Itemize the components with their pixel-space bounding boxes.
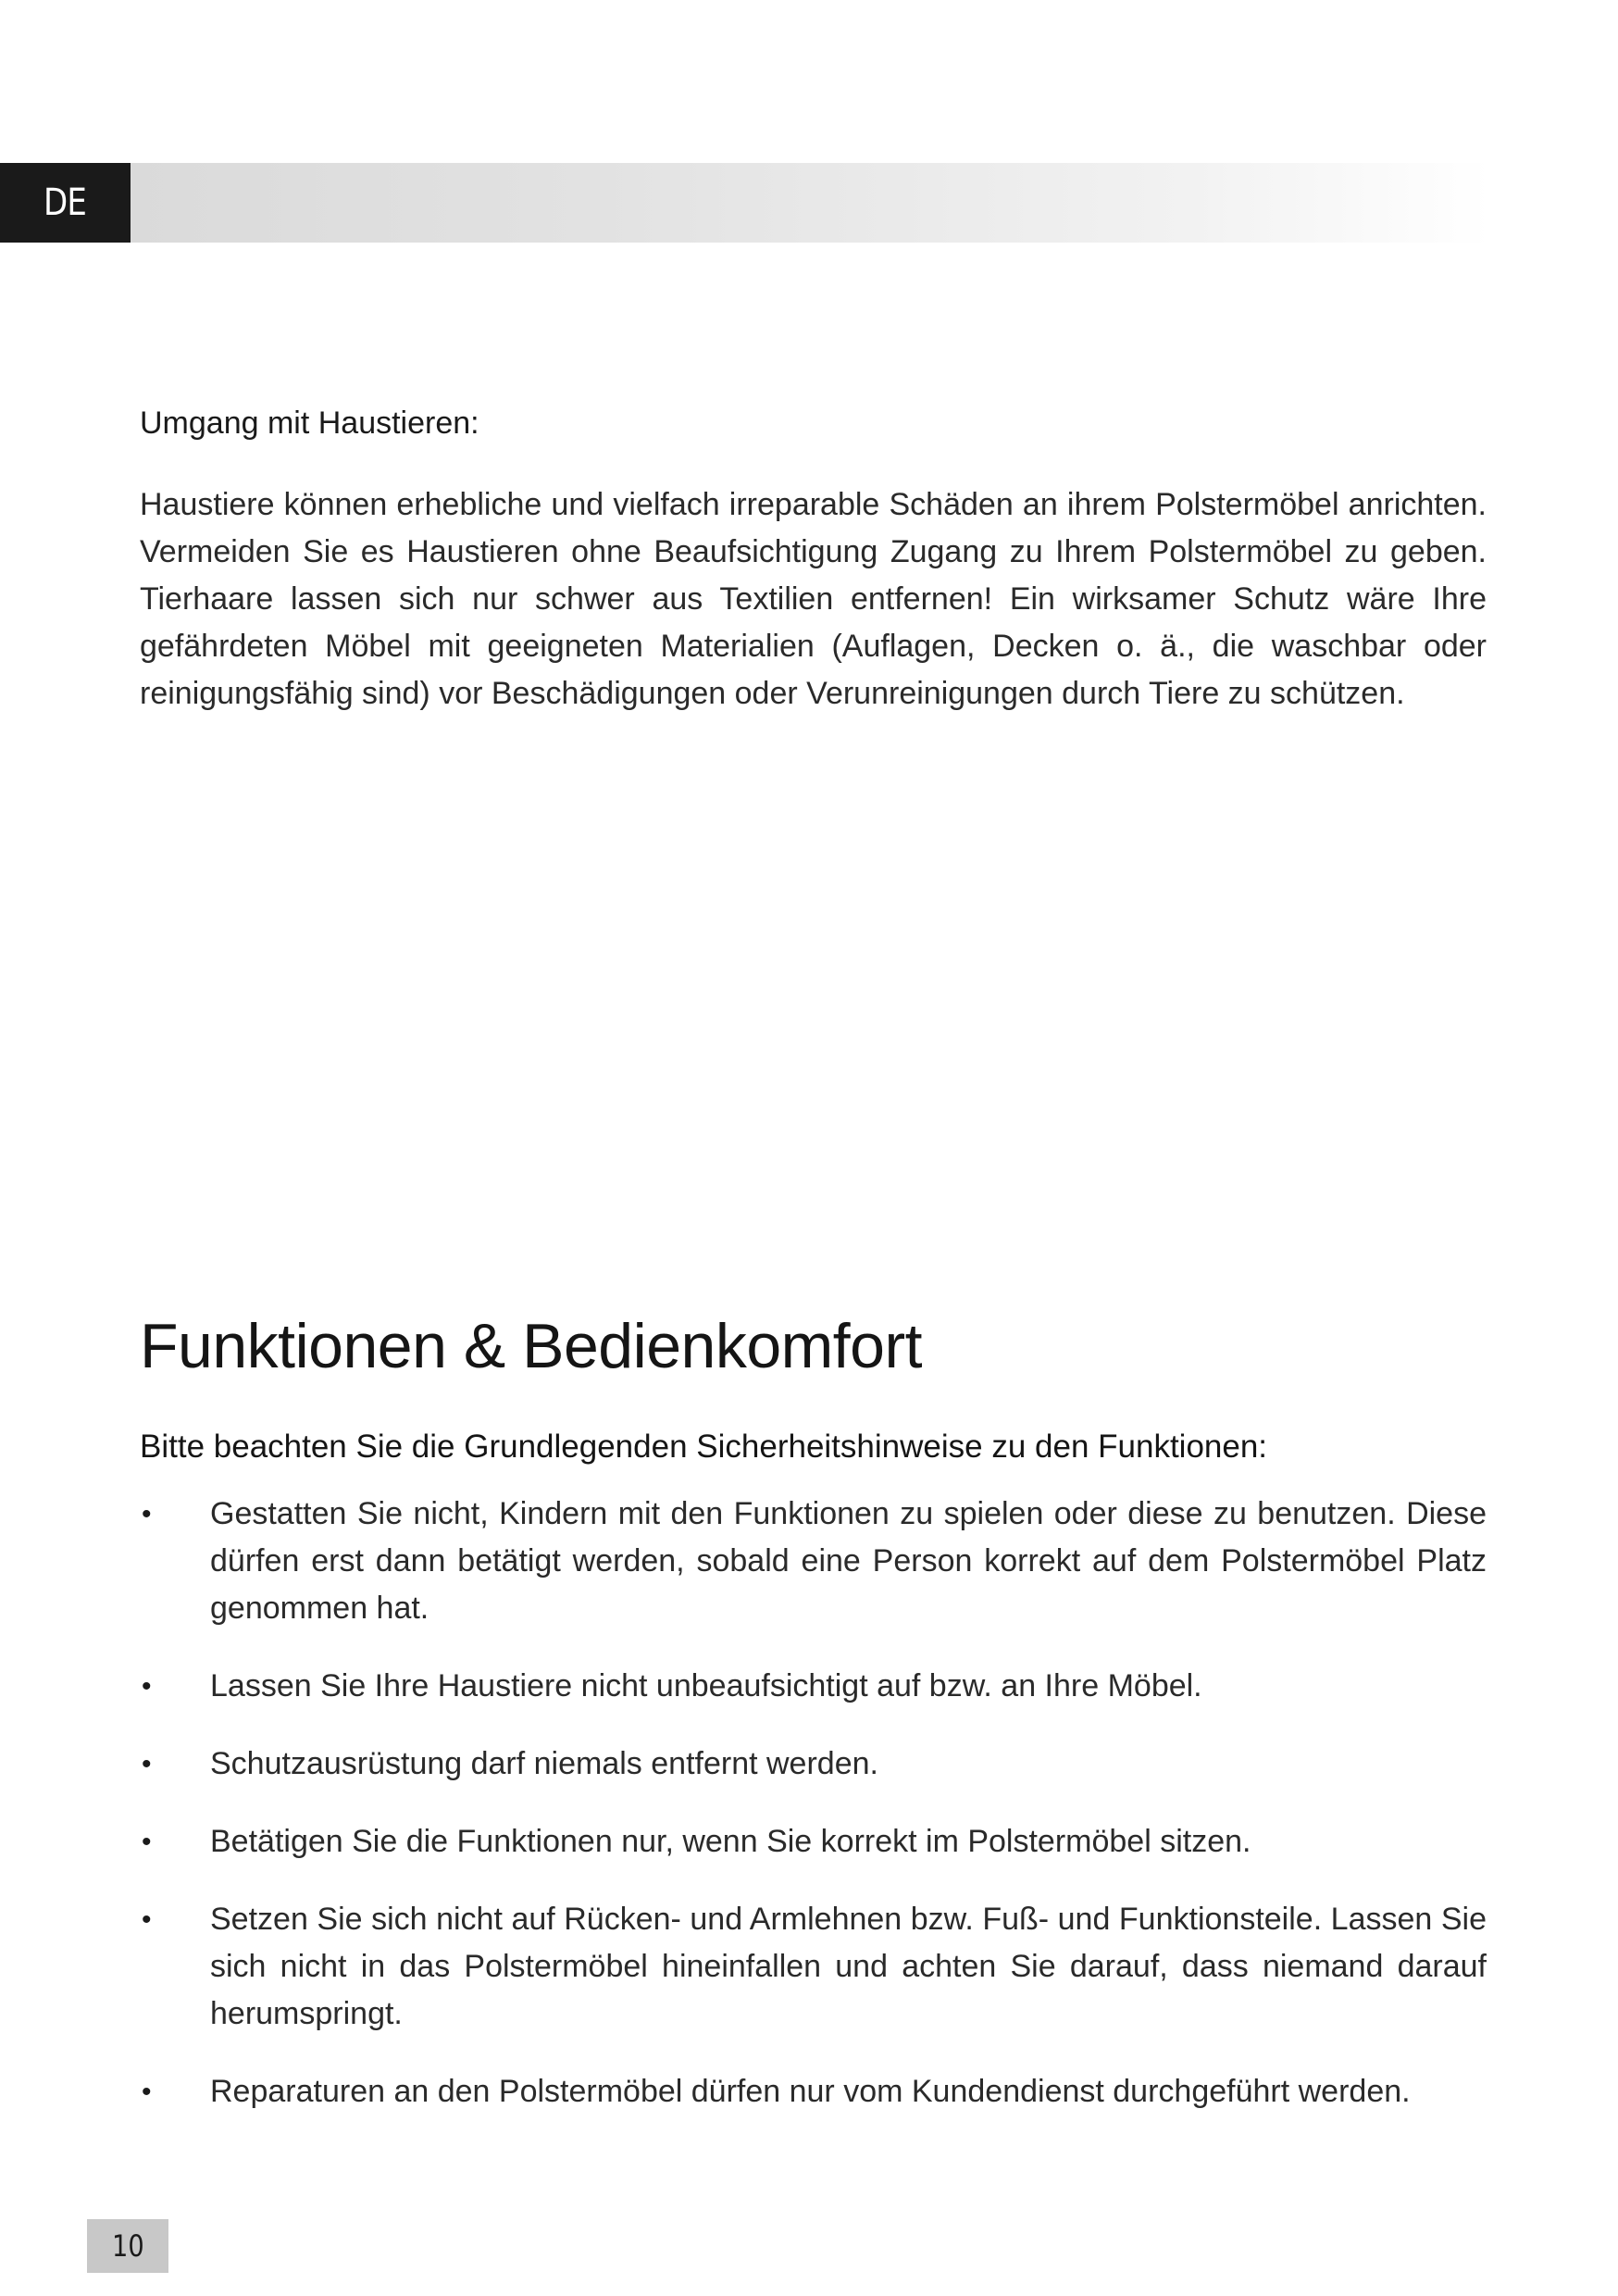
list-item	[140, 1663, 1487, 1710]
section-intro: Bitte beachten Sie die Grundlegenden Sicherheitshinweise zu den Funktionen:	[140, 1429, 1268, 1465]
list-item-text: Setzen Sie sich nicht auf Rücken- und Armlehnen bzw. Fuß- und Funktionsteile. Lassen Sie sich nicht in das Polstermöbel hineinfallen und achten Sie darauf, dass niemand darauf herumspringt.	[210, 1902, 1487, 2031]
list-item-text: Betätigen Sie die Funktionen nur, wenn Sie korrekt im Polstermöbel sitzen.	[210, 1824, 1251, 1859]
list-item	[140, 1741, 1487, 1788]
list-item-text: Lassen Sie Ihre Haustiere nicht unbeaufsichtigt auf bzw. an Ihre Möbel.	[210, 1668, 1202, 1703]
section-title: Funktionen & Bedienkomfort	[140, 1311, 923, 1381]
pets-heading: Umgang mit Haustieren:	[140, 406, 479, 441]
header-band	[0, 163, 1490, 243]
list-item-text: Schutzausrüstung darf niemals entfernt werden.	[210, 1746, 878, 1781]
bullet-icon: •	[142, 1749, 152, 1779]
bullet-icon: •	[142, 1904, 152, 1935]
language-tab	[0, 163, 131, 243]
bullet-icon: •	[142, 1671, 152, 1702]
list-item-text: Reparaturen an den Polstermöbel dürfen nur vom Kundendienst durchgeführt werden.	[210, 2074, 1411, 2109]
bullet-icon: •	[142, 1827, 152, 1857]
list-item	[140, 1896, 1487, 2038]
list-item-text: Gestatten Sie nicht, Kindern mit den Funktionen zu spielen oder diese zu benutzen. Diese dürfen erst dann betätigt werden, sobald eine Person korrekt auf dem Polstermöbel Platz genommen hat.	[210, 1496, 1487, 1626]
bullet-icon: •	[142, 2077, 152, 2107]
page-number-box	[87, 2219, 168, 2273]
page-number: 10	[111, 2228, 144, 2264]
list-item	[140, 1818, 1487, 1866]
safety-bullet-list	[140, 1491, 1487, 2146]
list-item	[140, 1491, 1487, 1632]
bullet-icon: •	[142, 1499, 152, 1529]
pets-paragraph: Haustiere können erhebliche und vielfach irreparable Schäden an ihrem Polstermöbel anrichten. Vermeiden Sie es Haustieren ohne Beaufsichtigung Zugang zu Ihrem Polstermöbel zu geben. Tierhaare lassen sich nur schwer aus Textilien entfernen! Ein wirksamer Schutz wäre Ihre gefährdeten Möbel mit geeigneten Materialien (Auflagen, Decken o. ä., die waschbar oder reinigungsfähig sind) vor Beschädigungen oder Verunreinigungen durch Tiere zu schützen.	[140, 487, 1487, 711]
language-label: DE	[44, 181, 87, 224]
list-item	[140, 2068, 1487, 2115]
